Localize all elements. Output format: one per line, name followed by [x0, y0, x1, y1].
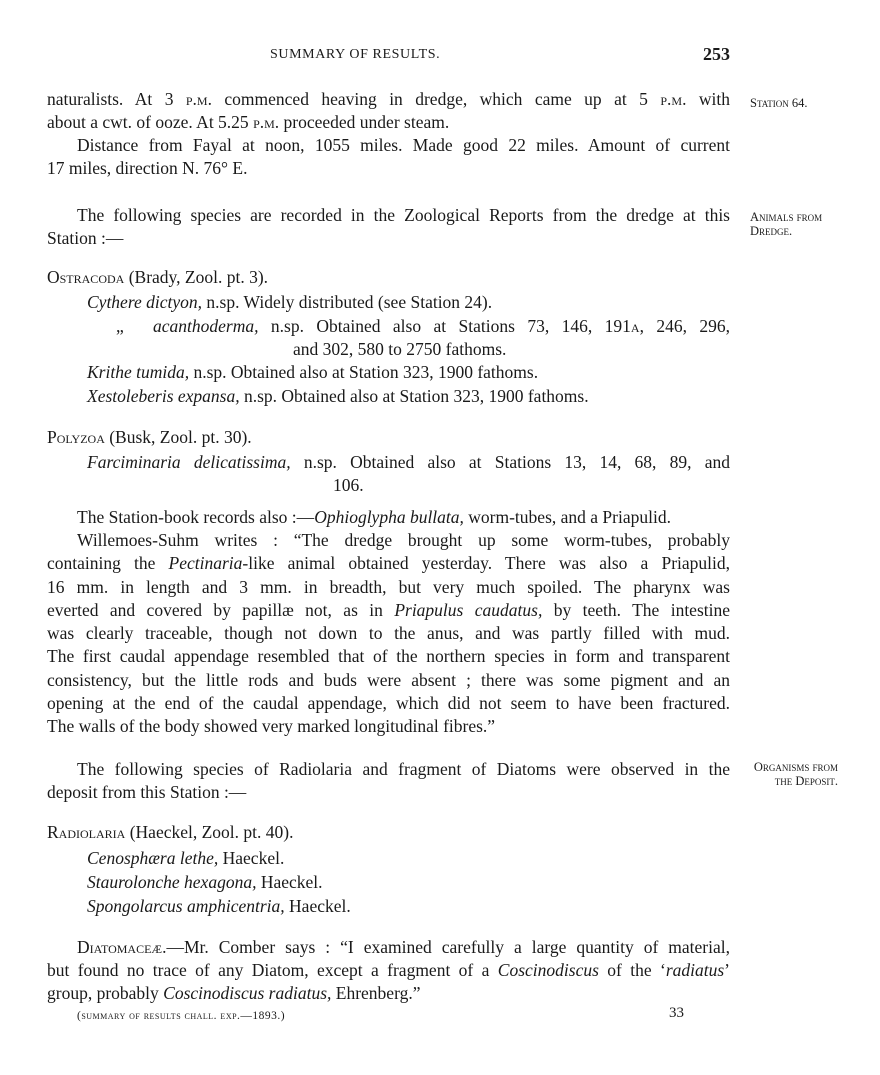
para3-line2: Station :—: [47, 228, 124, 248]
willemoes-line6: The first caudal appendage resembled that of the northern species in form and transparent: [47, 646, 730, 666]
page-number: 253: [703, 44, 730, 64]
ostracoda-species-2-ditto: „: [116, 316, 124, 336]
ostracoda-heading: Ostracoda (Brady, Zool. pt. 3).: [47, 267, 269, 287]
willemoes-line4: everted and covered by papillæ not, as in Priapulus caudatus, by teeth. The intestine: [47, 600, 731, 620]
polyzoa-heading: Polyzoa (Busk, Zool. pt. 30).: [47, 427, 252, 447]
radiolaria-para-line1: The following species of Radiolaria and fragment of Diatoms were observed in the: [77, 759, 730, 779]
ostracoda-species-1: Cythere dictyon, n.sp. Widely distributed (see Station 24).: [87, 292, 493, 312]
willemoes-line9: The walls of the body showed very marked longitudinal fibres.”: [47, 716, 496, 736]
para1-line2: about a cwt. of ooze. At 5.25 p.m. proceeded under steam.: [47, 112, 450, 132]
ostracoda-species-3: Krithe tumida, n.sp. Obtained also at Station 323, 1900 fathoms.: [87, 362, 539, 382]
para2-line1: Distance from Fayal at noon, 1055 miles. Made good 22 miles. Amount of current: [77, 135, 730, 155]
para3-line1: The following species are recorded in the Zoological Reports from the dredge at this: [77, 205, 730, 225]
sidenote-animals: Animals from Dredge.: [750, 210, 823, 238]
polyzoa-species-1: Farciminaria delicatissima, n.sp. Obtained also at Stations 13, 14, 68, 89, and: [87, 452, 730, 472]
diatomaceae-line2: but found no trace of any Diatom, except a fragment of a Coscinodiscus of the ‘radiatus’: [47, 960, 730, 980]
footer-imprint: (summary of results chall. exp.—1893.): [77, 1010, 286, 1022]
diatomaceae-line1: Diatomaceæ.—Mr. Comber says : “I examined carefully a large quantity of material,: [77, 937, 730, 957]
diatomaceae-line3: group, probably Coscinodiscus radiatus, Ehrenberg.”: [47, 983, 421, 1003]
willemoes-line1: Willemoes-Suhm writes : “The dredge brought up some worm-tubes, probably: [77, 530, 730, 550]
willemoes-line3: 16 mm. in length and 3 mm. in breadth, but very much spoiled. The pharynx was: [47, 577, 730, 597]
willemoes-line7: consistency, but the little rods and buds were absent ; there was some pigment and an: [47, 670, 730, 690]
radiolaria-heading: Radiolaria (Haeckel, Zool. pt. 40).: [47, 822, 294, 842]
sidenote-station: Station 64.: [750, 96, 808, 110]
polyzoa-species-1-cont: 106.: [333, 475, 364, 495]
willemoes-line2: containing the Pectinaria-like animal obtained yesterday. There was also a Priapulid,: [47, 553, 730, 573]
radiolaria-species-1: Cenosphæra lethe, Haeckel.: [87, 848, 285, 868]
para1-line1: naturalists. At 3 p.m. commenced heaving in dredge, which came up at 5 p.m. with: [47, 89, 730, 109]
willemoes-line5: was clearly traceable, though not down to the anus, and was partly filled with mud.: [47, 623, 730, 643]
ostracoda-species-4: Xestoleberis expansa, n.sp. Obtained also at Station 323, 1900 fathoms.: [87, 386, 589, 406]
radiolaria-species-3: Spongolarcus amphicentria, Haeckel.: [87, 896, 351, 916]
ostracoda-species-2: acanthoderma, n.sp. Obtained also at Stations 73, 146, 191a, 246, 296,: [153, 316, 730, 336]
willemoes-line8: opening at the end of the caudal appendage, which did not seem to have been fractured.: [47, 693, 730, 713]
radiolaria-species-2: Staurolonche hexagona, Haeckel.: [87, 872, 323, 892]
running-header: SUMMARY OF RESULTS.: [270, 47, 441, 62]
radiolaria-para-line2: deposit from this Station :—: [47, 782, 247, 802]
stationbook-line: The Station-book records also :—Ophioglypha bullata, worm-tubes, and a Priapulid.: [77, 507, 671, 527]
signature-mark: 33: [669, 1005, 684, 1021]
para2-line2: 17 miles, direction N. 76° E.: [47, 158, 248, 178]
sidenote-organisms: Organisms from the Deposit.: [753, 760, 838, 788]
ostracoda-species-2-cont: and 302, 580 to 2750 fathoms.: [293, 339, 507, 359]
